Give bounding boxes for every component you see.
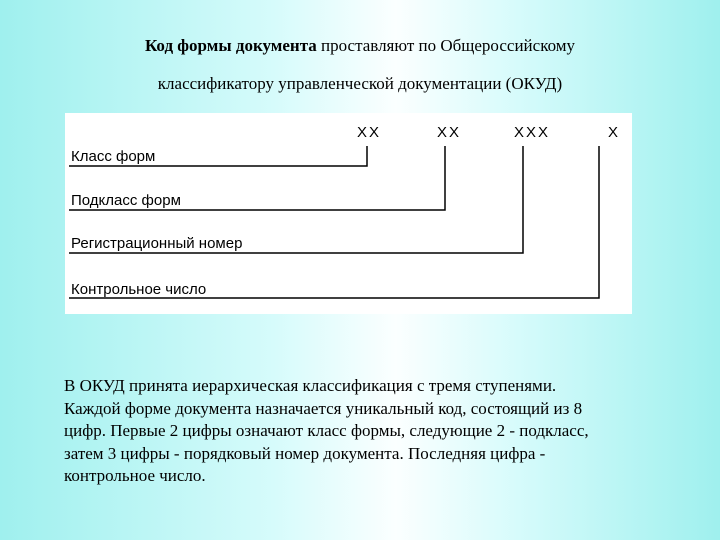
row-label-subclass: Подкласс форм <box>71 192 181 209</box>
code-control-digit: Х <box>608 124 621 141</box>
description-line: цифр. Первые 2 цифры означают класс формы, следующие 2 - подкласс, <box>64 421 589 440</box>
description-line: затем 3 цифры - порядковый номер документа. Последняя цифра - <box>64 443 546 463</box>
code-class-digits: ХХ <box>357 124 382 141</box>
okud-code-diagram <box>65 113 632 314</box>
code-subclass-digits: ХХ <box>437 124 462 141</box>
heading-rest-part: проставляют по Общероссийскому <box>316 36 576 55</box>
heading-line-2: классификатору управленческой документации (ОКУД) <box>157 74 563 93</box>
description-line: контрольное число. <box>64 466 206 485</box>
description-line: В ОКУД принята иерархическая классификация с тремя ступенями. <box>64 376 557 395</box>
connector-control-line <box>69 146 599 298</box>
heading-line-1 <box>0 36 720 56</box>
description-paragraph <box>64 375 704 488</box>
description-line: Каждой форме документа назначается уникальный код, состоящий из 8 <box>64 398 583 418</box>
row-label-control: Контрольное число <box>71 281 207 298</box>
heading-bold-part: Код формы документа <box>144 36 317 55</box>
row-label-class: Класс форм <box>71 148 156 165</box>
row-label-registration: Регистрационный номер <box>71 235 243 252</box>
code-registration-digits: ХХХ <box>514 124 551 141</box>
okud-diagram-svg <box>65 113 632 314</box>
